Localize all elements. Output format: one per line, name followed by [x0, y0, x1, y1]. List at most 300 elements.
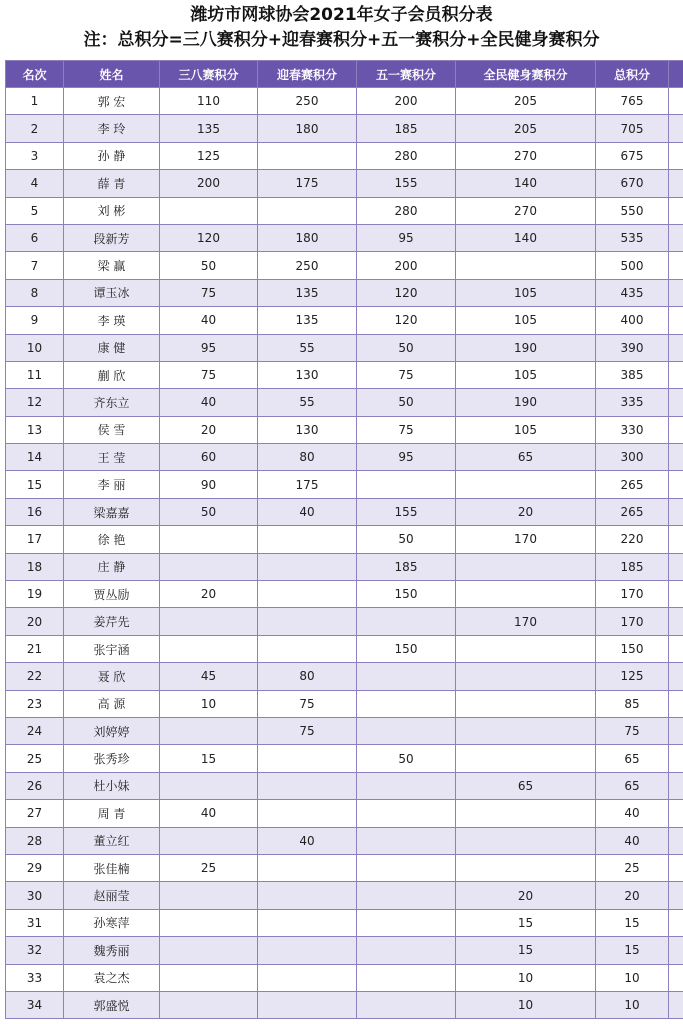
yingchun-cell: 55 [258, 334, 357, 361]
name-cell: 周 青 [64, 800, 160, 827]
quanmin-cell: 190 [456, 389, 596, 416]
table-row [6, 361, 683, 388]
quanmin-cell: 15 [456, 937, 596, 964]
name-cell: 董立红 [64, 827, 160, 854]
rank-cell: 6 [6, 224, 64, 251]
sanba-cell: 40 [160, 800, 258, 827]
name-cell: 张秀珍 [64, 745, 160, 772]
extra-cell [669, 937, 683, 964]
total-cell: 170 [596, 608, 669, 635]
total-cell: 185 [596, 553, 669, 580]
yingchun-cell [258, 197, 357, 224]
rank-cell: 16 [6, 498, 64, 525]
yingchun-cell [258, 635, 357, 662]
rank-cell: 28 [6, 827, 64, 854]
yingchun-cell: 135 [258, 279, 357, 306]
table-row [6, 197, 683, 224]
total-cell: 435 [596, 279, 669, 306]
yingchun-cell: 55 [258, 389, 357, 416]
table-row [6, 717, 683, 744]
name-cell: 高 源 [64, 690, 160, 717]
quanmin-cell: 170 [456, 608, 596, 635]
extra-cell [669, 800, 683, 827]
table-row [6, 170, 683, 197]
table-row [6, 416, 683, 443]
table-row [6, 471, 683, 498]
quanmin-cell: 105 [456, 416, 596, 443]
rank-cell: 19 [6, 581, 64, 608]
quanmin-cell [456, 745, 596, 772]
name-cell: 孙 静 [64, 142, 160, 169]
quanmin-cell [456, 252, 596, 279]
quanmin-cell: 65 [456, 444, 596, 471]
sanba-cell: 95 [160, 334, 258, 361]
quanmin-cell: 10 [456, 991, 596, 1018]
extra-cell [669, 416, 683, 443]
sanba-cell: 50 [160, 252, 258, 279]
total-cell: 85 [596, 690, 669, 717]
yingchun-cell [258, 909, 357, 936]
wuyi-cell [357, 937, 456, 964]
extra-cell [669, 279, 683, 306]
quanmin-cell: 140 [456, 170, 596, 197]
extra-cell [669, 170, 683, 197]
total-cell: 10 [596, 991, 669, 1018]
header-rank: 名次 [6, 61, 64, 88]
yingchun-cell: 80 [258, 444, 357, 471]
formula-note: 注：总积分=三八赛积分+迎春赛积分+五一赛积分+全民健身赛积分 [83, 30, 600, 50]
name-cell: 贾丛励 [64, 581, 160, 608]
wuyi-cell [357, 772, 456, 799]
sanba-cell: 75 [160, 279, 258, 306]
name-cell: 谭玉冰 [64, 279, 160, 306]
extra-cell [669, 854, 683, 881]
quanmin-cell: 15 [456, 909, 596, 936]
rank-cell: 34 [6, 991, 64, 1018]
table-row [6, 991, 683, 1018]
extra-cell [669, 745, 683, 772]
wuyi-cell: 50 [357, 389, 456, 416]
table-row [6, 909, 683, 936]
name-cell: 王 莹 [64, 444, 160, 471]
name-cell: 徐 艳 [64, 526, 160, 553]
wuyi-cell [357, 827, 456, 854]
quanmin-cell: 205 [456, 115, 596, 142]
total-cell: 10 [596, 964, 669, 991]
sanba-cell [160, 827, 258, 854]
total-cell: 675 [596, 142, 669, 169]
extra-cell [669, 389, 683, 416]
quanmin-cell [456, 635, 596, 662]
yingchun-cell: 175 [258, 170, 357, 197]
extra-cell [669, 334, 683, 361]
rank-cell: 21 [6, 635, 64, 662]
rank-cell: 33 [6, 964, 64, 991]
total-cell: 550 [596, 197, 669, 224]
total-cell: 65 [596, 745, 669, 772]
rank-cell: 13 [6, 416, 64, 443]
quanmin-cell: 190 [456, 334, 596, 361]
sanba-cell [160, 197, 258, 224]
table-row [6, 772, 683, 799]
name-cell: 李 玲 [64, 115, 160, 142]
rank-cell: 1 [6, 88, 64, 115]
rank-cell: 18 [6, 553, 64, 580]
rank-cell: 3 [6, 142, 64, 169]
table-row [6, 88, 683, 115]
total-cell: 125 [596, 663, 669, 690]
total-cell: 265 [596, 498, 669, 525]
sanba-cell: 125 [160, 142, 258, 169]
wuyi-cell: 155 [357, 170, 456, 197]
sanba-cell [160, 937, 258, 964]
extra-cell [669, 197, 683, 224]
total-cell: 385 [596, 361, 669, 388]
yingchun-cell [258, 882, 357, 909]
sanba-cell [160, 991, 258, 1018]
extra-cell [669, 553, 683, 580]
wuyi-cell [357, 854, 456, 881]
name-cell: 刘婷婷 [64, 717, 160, 744]
name-cell: 康 健 [64, 334, 160, 361]
rank-cell: 15 [6, 471, 64, 498]
extra-cell [669, 444, 683, 471]
quanmin-cell [456, 827, 596, 854]
quanmin-cell: 270 [456, 142, 596, 169]
sanba-cell [160, 964, 258, 991]
header-name: 姓名 [64, 61, 160, 88]
wuyi-cell [357, 882, 456, 909]
header-wuyi-points: 五一赛积分 [357, 61, 456, 88]
total-cell: 670 [596, 170, 669, 197]
table-row [6, 224, 683, 251]
name-cell: 郭盛悦 [64, 991, 160, 1018]
sanba-cell: 20 [160, 416, 258, 443]
total-cell: 705 [596, 115, 669, 142]
extra-cell [669, 964, 683, 991]
extra-cell [669, 224, 683, 251]
table-row [6, 334, 683, 361]
quanmin-cell [456, 854, 596, 881]
table-row [6, 553, 683, 580]
table-row [6, 279, 683, 306]
table-row [6, 115, 683, 142]
quanmin-cell: 20 [456, 882, 596, 909]
wuyi-cell: 50 [357, 334, 456, 361]
yingchun-cell: 40 [258, 498, 357, 525]
yingchun-cell: 180 [258, 224, 357, 251]
table-row [6, 800, 683, 827]
page-title: 潍坊市网球协会2021年女子会员积分表 [190, 5, 493, 25]
sanba-cell: 75 [160, 361, 258, 388]
total-cell: 335 [596, 389, 669, 416]
name-cell: 袁之杰 [64, 964, 160, 991]
extra-cell [669, 142, 683, 169]
sanba-cell: 40 [160, 389, 258, 416]
header-extra [669, 61, 683, 88]
table-body [6, 88, 683, 1019]
wuyi-cell [357, 471, 456, 498]
wuyi-cell: 75 [357, 361, 456, 388]
table-row [6, 882, 683, 909]
extra-cell [669, 498, 683, 525]
sanba-cell [160, 608, 258, 635]
rank-cell: 11 [6, 361, 64, 388]
wuyi-cell: 155 [357, 498, 456, 525]
total-cell: 220 [596, 526, 669, 553]
quanmin-cell [456, 553, 596, 580]
table-row [6, 608, 683, 635]
sanba-cell: 120 [160, 224, 258, 251]
sanba-cell: 200 [160, 170, 258, 197]
sanba-cell: 50 [160, 498, 258, 525]
sanba-cell [160, 635, 258, 662]
name-cell: 赵丽莹 [64, 882, 160, 909]
extra-cell [669, 827, 683, 854]
quanmin-cell: 140 [456, 224, 596, 251]
sanba-cell: 20 [160, 581, 258, 608]
total-cell: 390 [596, 334, 669, 361]
header-total-points: 总积分 [596, 61, 669, 88]
table-row [6, 252, 683, 279]
name-cell: 侯 雪 [64, 416, 160, 443]
total-cell: 500 [596, 252, 669, 279]
extra-cell [669, 882, 683, 909]
name-cell: 蒯 欣 [64, 361, 160, 388]
points-table [5, 60, 683, 1019]
table-row [6, 964, 683, 991]
wuyi-cell: 200 [357, 88, 456, 115]
quanmin-cell [456, 800, 596, 827]
yingchun-cell [258, 745, 357, 772]
rank-cell: 12 [6, 389, 64, 416]
yingchun-cell: 80 [258, 663, 357, 690]
quanmin-cell: 205 [456, 88, 596, 115]
name-cell: 薛 青 [64, 170, 160, 197]
rank-cell: 24 [6, 717, 64, 744]
yingchun-cell [258, 800, 357, 827]
name-cell: 姜芹先 [64, 608, 160, 635]
quanmin-cell: 105 [456, 307, 596, 334]
sanba-cell: 15 [160, 745, 258, 772]
extra-cell [669, 307, 683, 334]
quanmin-cell: 20 [456, 498, 596, 525]
yingchun-cell: 75 [258, 690, 357, 717]
table-row [6, 690, 683, 717]
quanmin-cell [456, 663, 596, 690]
wuyi-cell: 185 [357, 115, 456, 142]
table-row [6, 635, 683, 662]
quanmin-cell: 105 [456, 279, 596, 306]
table-row [6, 498, 683, 525]
extra-cell [669, 717, 683, 744]
name-cell: 梁 赢 [64, 252, 160, 279]
yingchun-cell [258, 772, 357, 799]
quanmin-cell: 105 [456, 361, 596, 388]
wuyi-cell: 95 [357, 224, 456, 251]
table-row [6, 142, 683, 169]
rank-cell: 8 [6, 279, 64, 306]
wuyi-cell: 150 [357, 581, 456, 608]
table-row [6, 526, 683, 553]
wuyi-cell [357, 717, 456, 744]
sanba-cell: 60 [160, 444, 258, 471]
name-cell: 李 丽 [64, 471, 160, 498]
sanba-cell [160, 526, 258, 553]
wuyi-cell: 185 [357, 553, 456, 580]
total-cell: 150 [596, 635, 669, 662]
sanba-cell [160, 772, 258, 799]
wuyi-cell: 75 [357, 416, 456, 443]
total-cell: 170 [596, 581, 669, 608]
rank-cell: 23 [6, 690, 64, 717]
name-cell: 庄 静 [64, 553, 160, 580]
wuyi-cell: 50 [357, 526, 456, 553]
total-cell: 300 [596, 444, 669, 471]
quanmin-cell: 65 [456, 772, 596, 799]
total-cell: 765 [596, 88, 669, 115]
total-cell: 15 [596, 937, 669, 964]
wuyi-cell [357, 800, 456, 827]
total-cell: 535 [596, 224, 669, 251]
yingchun-cell: 180 [258, 115, 357, 142]
yingchun-cell [258, 937, 357, 964]
name-cell: 梁嘉嘉 [64, 498, 160, 525]
table-row [6, 444, 683, 471]
rank-cell: 22 [6, 663, 64, 690]
quanmin-cell [456, 471, 596, 498]
extra-cell [669, 115, 683, 142]
extra-cell [669, 581, 683, 608]
wuyi-cell [357, 663, 456, 690]
total-cell: 265 [596, 471, 669, 498]
rank-cell: 31 [6, 909, 64, 936]
rank-cell: 14 [6, 444, 64, 471]
rank-cell: 25 [6, 745, 64, 772]
table-row [6, 389, 683, 416]
wuyi-cell: 120 [357, 279, 456, 306]
header-sanba-points: 三八赛积分 [160, 61, 258, 88]
table-row [6, 745, 683, 772]
yingchun-cell [258, 553, 357, 580]
table-row [6, 307, 683, 334]
rank-cell: 30 [6, 882, 64, 909]
name-cell: 杜小妹 [64, 772, 160, 799]
extra-cell [669, 526, 683, 553]
extra-cell [669, 909, 683, 936]
wuyi-cell: 280 [357, 142, 456, 169]
sanba-cell: 135 [160, 115, 258, 142]
yingchun-cell: 130 [258, 416, 357, 443]
table-header [6, 61, 683, 88]
yingchun-cell [258, 964, 357, 991]
sanba-cell [160, 717, 258, 744]
name-cell: 齐东立 [64, 389, 160, 416]
name-cell: 聂 欣 [64, 663, 160, 690]
extra-cell [669, 361, 683, 388]
sanba-cell [160, 553, 258, 580]
rank-cell: 2 [6, 115, 64, 142]
wuyi-cell: 200 [357, 252, 456, 279]
name-cell: 魏秀丽 [64, 937, 160, 964]
sanba-cell: 45 [160, 663, 258, 690]
wuyi-cell [357, 964, 456, 991]
quanmin-cell [456, 581, 596, 608]
rank-cell: 29 [6, 854, 64, 881]
total-cell: 40 [596, 827, 669, 854]
total-cell: 75 [596, 717, 669, 744]
name-cell: 段新芳 [64, 224, 160, 251]
name-cell: 张佳楠 [64, 854, 160, 881]
yingchun-cell: 40 [258, 827, 357, 854]
wuyi-cell [357, 690, 456, 717]
name-cell: 郭 宏 [64, 88, 160, 115]
rank-cell: 32 [6, 937, 64, 964]
quanmin-cell [456, 690, 596, 717]
wuyi-cell: 50 [357, 745, 456, 772]
header-yingchun-points: 迎春赛积分 [258, 61, 357, 88]
table-row [6, 663, 683, 690]
extra-cell [669, 772, 683, 799]
sanba-cell [160, 909, 258, 936]
yingchun-cell: 175 [258, 471, 357, 498]
extra-cell [669, 635, 683, 662]
wuyi-cell [357, 608, 456, 635]
header-quanmin-points: 全民健身赛积分 [456, 61, 596, 88]
rank-cell: 7 [6, 252, 64, 279]
sanba-cell: 90 [160, 471, 258, 498]
wuyi-cell [357, 991, 456, 1018]
yingchun-cell [258, 608, 357, 635]
yingchun-cell: 130 [258, 361, 357, 388]
total-cell: 15 [596, 909, 669, 936]
extra-cell [669, 88, 683, 115]
extra-cell [669, 690, 683, 717]
total-cell: 25 [596, 854, 669, 881]
rank-cell: 17 [6, 526, 64, 553]
sanba-cell: 40 [160, 307, 258, 334]
sanba-cell: 110 [160, 88, 258, 115]
rank-cell: 20 [6, 608, 64, 635]
sanba-cell: 25 [160, 854, 258, 881]
extra-cell [669, 608, 683, 635]
name-cell: 孙寒萍 [64, 909, 160, 936]
rank-cell: 10 [6, 334, 64, 361]
quanmin-cell: 10 [456, 964, 596, 991]
rank-cell: 4 [6, 170, 64, 197]
yingchun-cell [258, 581, 357, 608]
table-row [6, 937, 683, 964]
table-row [6, 854, 683, 881]
quanmin-cell: 170 [456, 526, 596, 553]
rank-cell: 27 [6, 800, 64, 827]
sanba-cell: 10 [160, 690, 258, 717]
extra-cell [669, 471, 683, 498]
total-cell: 65 [596, 772, 669, 799]
rank-cell: 26 [6, 772, 64, 799]
yingchun-cell: 250 [258, 252, 357, 279]
sanba-cell [160, 882, 258, 909]
wuyi-cell: 120 [357, 307, 456, 334]
total-cell: 400 [596, 307, 669, 334]
name-cell: 李 瑛 [64, 307, 160, 334]
yingchun-cell [258, 991, 357, 1018]
total-cell: 40 [596, 800, 669, 827]
total-cell: 20 [596, 882, 669, 909]
rank-cell: 9 [6, 307, 64, 334]
quanmin-cell: 270 [456, 197, 596, 224]
quanmin-cell [456, 717, 596, 744]
